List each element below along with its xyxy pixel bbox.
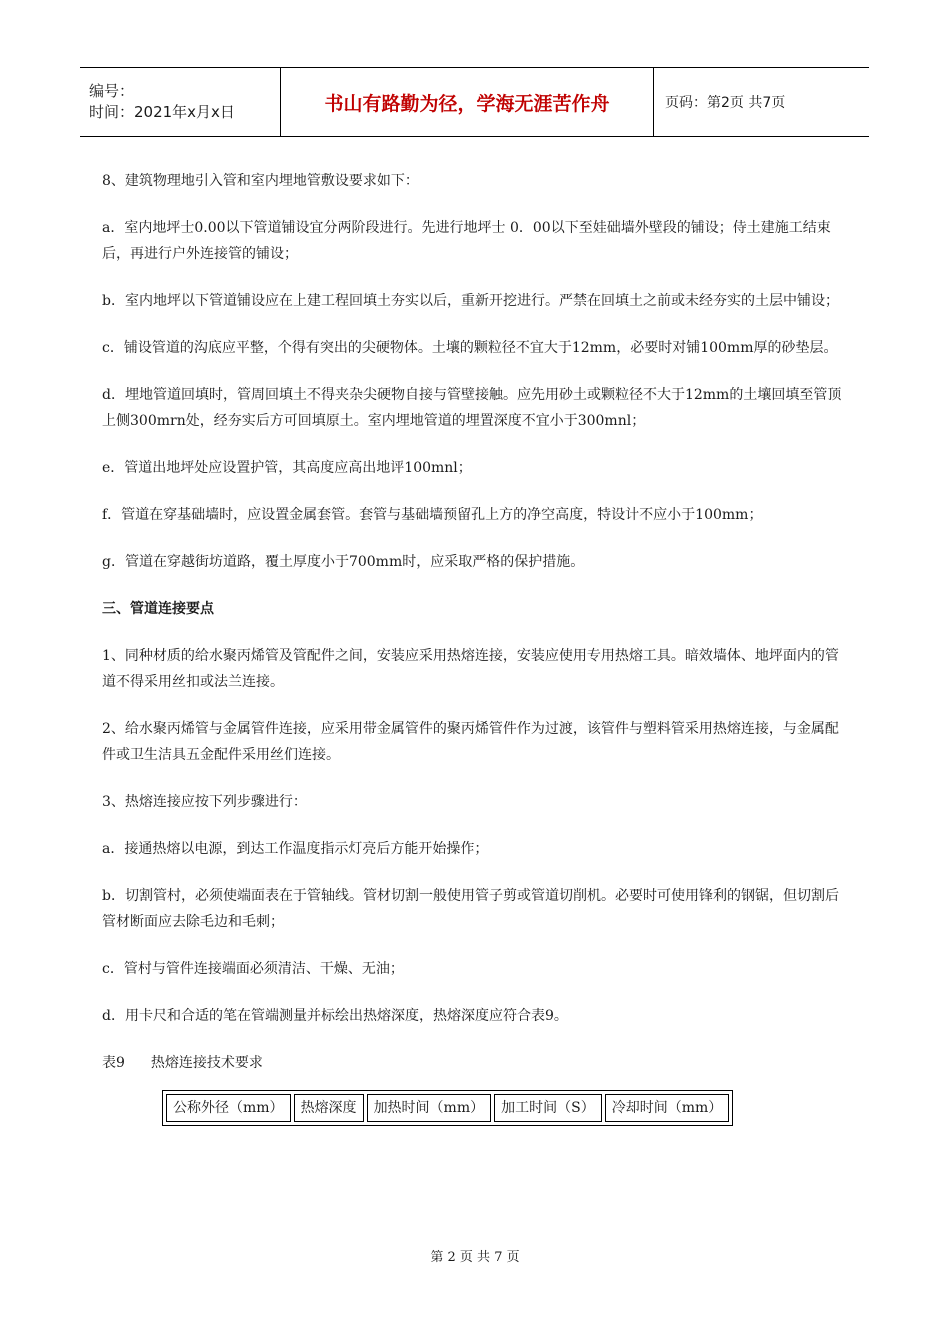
body-paragraph: 1、同种材质的给水聚丙烯管及管配件之间，安装应采用热熔连接，安装应使用专用热熔工具。暗效墙体、地坪面内的管道不得采用丝扣或法兰连接。 [102,648,839,690]
body-paragraph: a．接通热熔以电源，到达工作温度指示灯亮后方能开始操作； [102,841,489,857]
table-header-row [166,1094,729,1122]
body-paragraph: f．管道在穿基础墙时，应设置金属套管。套管与基础墙预留孔上方的净空高度，特设计不应小于100mm； [102,507,763,523]
footer-page-number: 第 2 页 共 7 页 [430,1250,520,1265]
table-header-cell: 公称外径（mm） [166,1094,291,1122]
body-paragraph: d．埋地管道回填时，管周回填土不得夹杂尖硬物自接与管壁接触。应先用砂土或颗粒径不大于12mm的土壤回填至管顶上侧300mrn处，经夯实后方可回填原土。室内埋地管道的埋置深度不宜小于300mnl； [102,387,842,429]
body-paragraph: c．铺设管道的沟底应平整，个得有突出的尖硬物体。土壤的颗粒径不宜大于12mm，必要时对铺100mm厚的砂垫层。 [102,340,838,356]
document-number-label: 编号： [89,82,135,100]
header-meta-cell [80,68,281,136]
document-body [102,168,850,1126]
body-paragraph: d．用卡尺和合适的笔在管端测量并标绘出热熔深度，热熔深度应符合表9。 [102,1008,568,1024]
body-paragraph: a．室内地坪士0.00以下管道铺设宜分两阶段进行。先进行地坪士 0．00以下至娃础墙外壁段的铺设；侍土建施工结束后，再进行户外连接管的铺设； [102,220,831,262]
body-paragraph: 3、热熔连接应按下列步骤进行： [102,794,307,810]
header-motto-cell [281,68,654,136]
table-title: 热熔连接技术要求 [150,1055,263,1071]
body-paragraph: 2、给水聚丙烯管与金属管件连接，应采用带金属管件的聚丙烯管件作为过渡，该管件与塑料管采用热熔连接，与金属配件或卫生洁具五金配件采用丝们连接。 [102,721,839,763]
header-motto: 书山有路勤为径，学海无涯苦作舟 [324,92,610,115]
header-page-number: 页码：第2页 共7页 [665,95,786,111]
header-page-cell [654,68,869,136]
table-header-cell: 加热时间（mm） [367,1094,492,1122]
page-footer [0,1246,950,1265]
table-header-cell: 加工时间（S） [494,1094,602,1122]
hot-melt-spec-table [162,1090,733,1126]
body-paragraph: e．管道出地坪处应设置护管，其高度应高出地评100mnl； [102,460,472,476]
body-paragraph: b．室内地坪以下管道铺设应在上建工程回填土夯实以后，重新开挖进行。严禁在回填土之前或未经夯实的土层中铺设； [102,293,839,309]
body-paragraph: g．管道在穿越街坊道路，覆土厚度小于700mm时，应采取严格的保护措施。 [102,554,585,570]
body-paragraph: c．管村与管件连接端面必须清洁、干燥、无油； [102,961,404,977]
paragraph-list [102,168,850,1029]
section-heading: 三、管道连接要点 [102,601,214,617]
table-header-cell: 冷却时间（mm） [605,1094,730,1122]
table-header-cell: 热熔深度 [294,1094,364,1122]
table-number: 表9 [102,1055,125,1071]
body-paragraph: 8、建筑物理地引入管和室内埋地管敷设要求如下： [102,173,419,189]
body-paragraph: b．切割管村，必须使端面表在于管轴线。管材切割一般使用管子剪或管道切削机。必要时可使用锋利的钢锯，但切割后管材断面应去除毛边和毛刺； [102,888,839,930]
table-caption [102,1050,850,1076]
page-header [80,67,869,137]
document-date: 时间：2021年x月x日 [89,103,235,121]
